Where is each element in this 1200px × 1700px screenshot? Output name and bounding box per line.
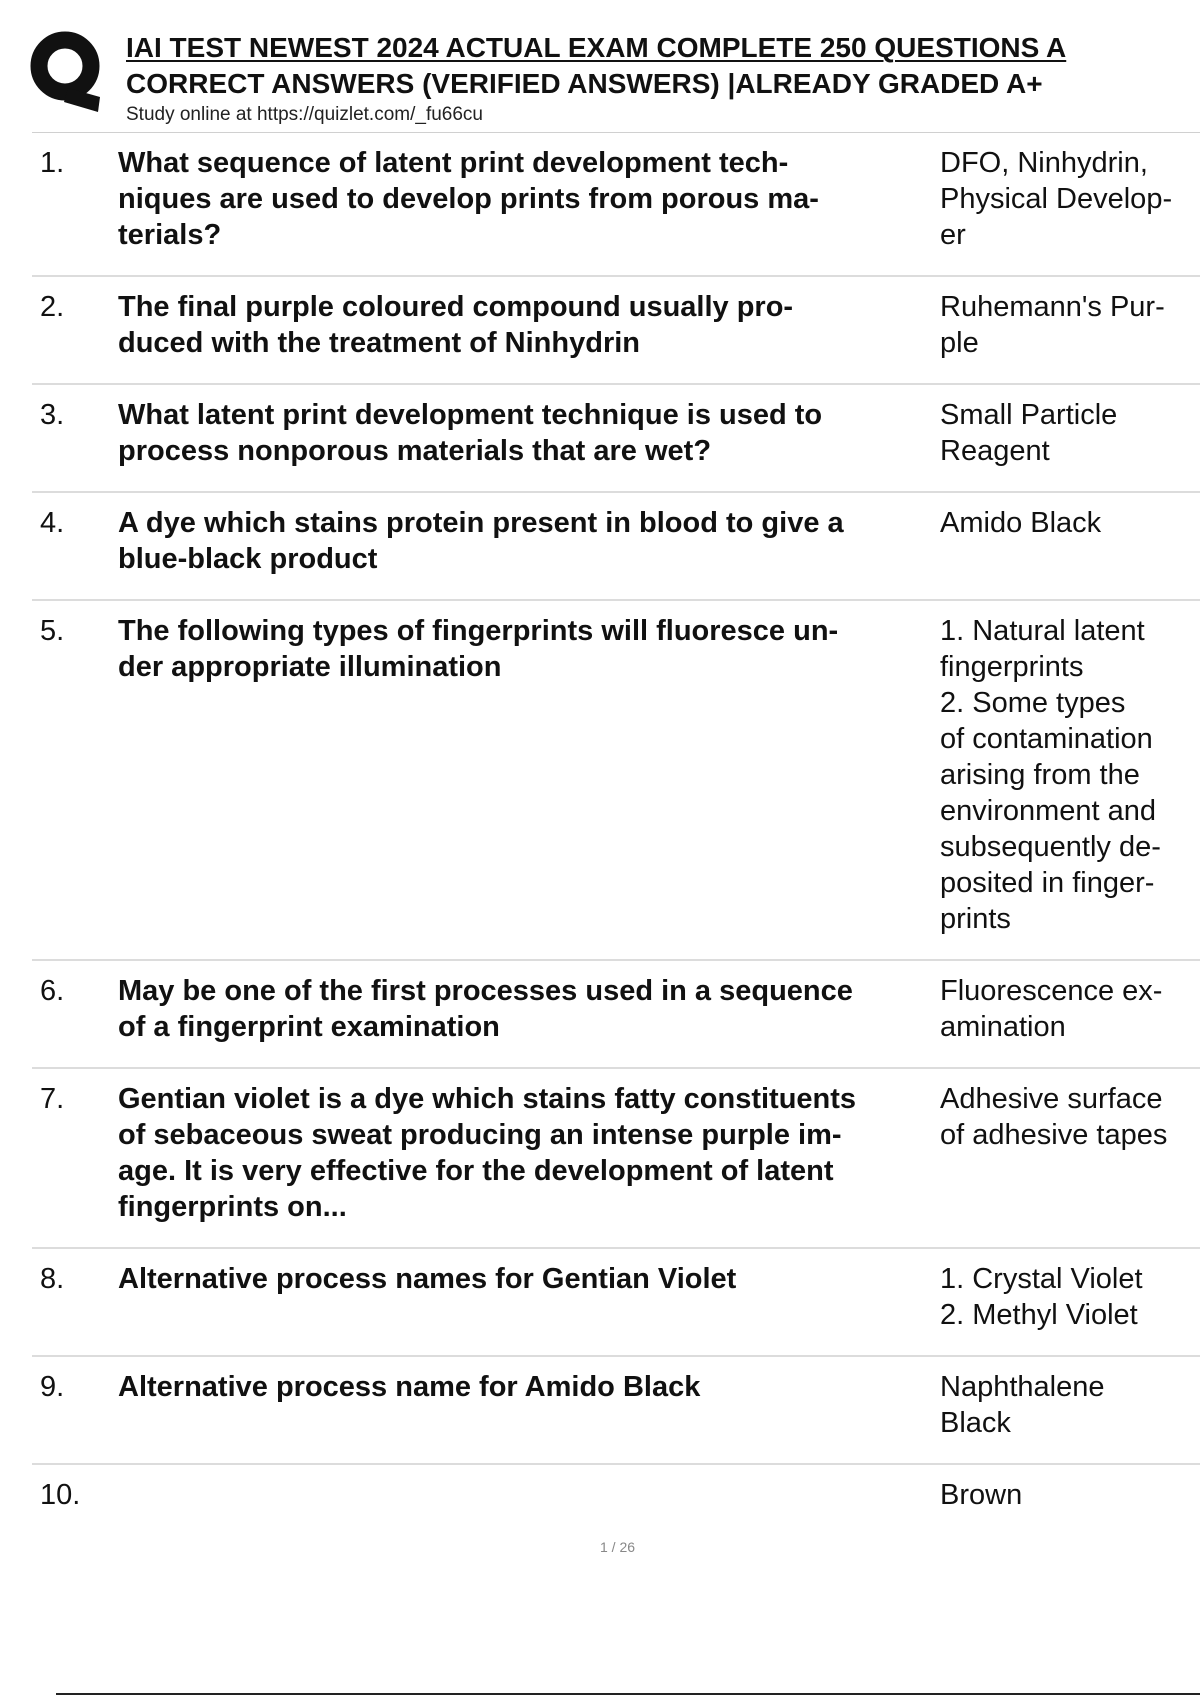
question-text: Alternative process name for Amido Black <box>118 1371 701 1403</box>
question-text <box>118 1477 932 1513</box>
title-line-1: IAI TEST NEWEST 2024 ACTUAL EXAM COMPLETE 250 QUESTIONS A <box>126 32 1067 63</box>
question-text: Alternative process names for Gentian Violet <box>118 1263 737 1295</box>
answer-text: Naphthalene Black <box>940 1371 1105 1439</box>
question-text: A dye which stains protein present in blood to give a blue-black product <box>118 507 844 575</box>
answer-text: Ruhemann's Pur- ple <box>940 291 1165 359</box>
question-number: 3. <box>40 399 65 431</box>
answer-text: Brown <box>940 1479 1023 1511</box>
quizlet-logo <box>30 30 106 112</box>
question-number: 1. <box>40 147 65 179</box>
document-title <box>126 30 1200 102</box>
question-number: 7. <box>40 1083 65 1115</box>
qa-row <box>32 1465 1200 1535</box>
study-online-link[interactable]: Study online at https://quizlet.com/_fu66cu <box>126 104 483 125</box>
question-number: 9. <box>40 1371 65 1403</box>
bottom-divider <box>56 1693 1200 1695</box>
title-line-2: CORRECT ANSWERS (VERIFIED ANSWERS) |ALREADY GRADED A+ <box>126 68 1043 99</box>
page-indicator: 1 / 26 <box>599 1539 636 1555</box>
question-number: 2. <box>40 291 65 323</box>
question-text: Gentian violet is a dye which stains fatty constituents of sebaceous sweat producing an intense purple im- age. It is very effective for the development of latent fingerprints on... <box>118 1083 857 1223</box>
qa-list <box>32 133 1200 1535</box>
qa-row <box>32 493 1200 601</box>
qa-row <box>32 277 1200 385</box>
answer-text: 1. Crystal Violet 2. Methyl Violet <box>940 1263 1143 1331</box>
answer-text: DFO, Ninhydrin, Physical Develop- er <box>940 147 1173 251</box>
question-text: What sequence of latent print development tech- niques are used to develop prints from porous ma- terials? <box>118 147 819 251</box>
answer-text: 1. Natural latent fingerprints 2. Some types of contamination arising from the environment and subsequently de- posited in finger- prints <box>940 615 1161 935</box>
quizlet-q-icon <box>30 30 106 112</box>
question-number: 4. <box>40 507 65 539</box>
qa-row <box>32 385 1200 493</box>
question-number: 5. <box>40 615 65 647</box>
qa-row <box>32 1249 1200 1357</box>
question-text: The following types of fingerprints will fluoresce un- der appropriate illumination <box>118 615 839 683</box>
answer-text: Amido Black <box>940 507 1102 539</box>
qa-row <box>32 1069 1200 1249</box>
answer-text: Fluorescence ex- amination <box>940 975 1163 1043</box>
qa-row <box>32 1357 1200 1465</box>
answer-text: Small Particle Reagent <box>940 399 1118 467</box>
answer-text: Adhesive surface of adhesive tapes <box>940 1083 1168 1151</box>
qa-row <box>32 133 1200 277</box>
question-text: May be one of the first processes used in a sequence of a fingerprint examination <box>118 975 853 1043</box>
qa-row <box>32 601 1200 961</box>
question-text: What latent print development technique is used to process nonporous materials that are wet? <box>118 399 823 467</box>
question-number: 6. <box>40 975 65 1007</box>
question-number: 10. <box>40 1479 81 1511</box>
question-text: The final purple coloured compound usually pro- duced with the treatment of Ninhydrin <box>118 291 794 359</box>
qa-row <box>32 961 1200 1069</box>
question-number: 8. <box>40 1263 65 1295</box>
